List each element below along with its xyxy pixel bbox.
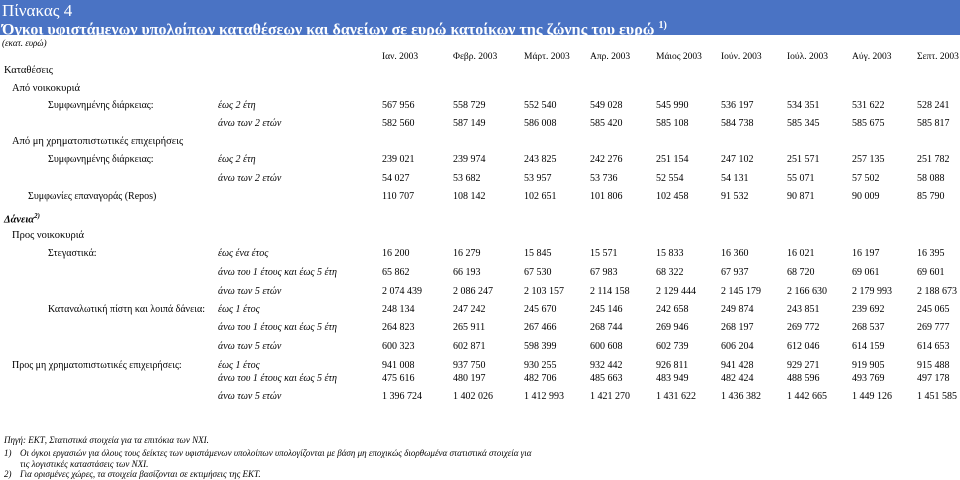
table-cell: 941 008 <box>382 360 415 371</box>
table-cell: 101 806 <box>590 191 623 202</box>
table-cell: 475 616 <box>382 373 415 384</box>
table-cell: 2 103 157 <box>524 286 564 297</box>
deposits-households-heading: Από νοικοκυριά <box>12 83 80 94</box>
table-cell: 585 675 <box>852 118 885 129</box>
table-cell: 15 845 <box>524 248 552 259</box>
row-label-agreed-maturity: Συμφωνημένης διάρκειας: <box>48 154 154 165</box>
table-cell: 1 431 622 <box>656 391 696 402</box>
table-cell: 567 956 <box>382 100 415 111</box>
table-cell: 57 502 <box>852 173 880 184</box>
table-cell: 268 744 <box>590 322 623 333</box>
table-cell: 251 782 <box>917 154 950 165</box>
table-cell: 65 862 <box>382 267 410 278</box>
table-cell: 497 178 <box>917 373 950 384</box>
table-cell: 531 622 <box>852 100 885 111</box>
table-cell: 602 871 <box>453 341 486 352</box>
row-label-repos: Συμφωνίες επαναγοράς (Repos) <box>28 191 157 202</box>
footnote-1-text: Οι όγκοι εργασιών για όλους τους δείκτες των υφιστάμενων υπολοίπων υπολογίζονται με βάση μη εποχικώς διορθωμένα στατιστικά στοιχεία για <box>20 448 532 458</box>
table-cell: 558 729 <box>453 100 486 111</box>
table-title: Όγκοι υφιστάμενων υπολοίπων καταθέσεων και δανείων σε ευρώ κατοίκων της ζώνης του ευρώ $^{1)}$ <box>2 20 667 39</box>
row-label-housing: Στεγαστικά: <box>48 248 97 259</box>
row-label-agreed-maturity: Συμφωνημένης διάρκειας: <box>48 100 154 111</box>
table-cell: 2 074 439 <box>382 286 422 297</box>
table-cell: 264 823 <box>382 322 415 333</box>
table-cell: 586 008 <box>524 118 557 129</box>
maturity-up-to-1: έως 1 έτος <box>218 304 260 315</box>
row-label-consumer: Καταναλωτική πίστη και λοιπά δάνεια: <box>48 304 205 315</box>
month-header: Ιούλ. 2003 <box>787 52 828 62</box>
table-cell: 614 653 <box>917 341 950 352</box>
table-cell: 108 142 <box>453 191 486 202</box>
maturity-1-to-5: άνω του 1 έτους και έως 5 έτη <box>218 322 337 333</box>
table-cell: 251 154 <box>656 154 689 165</box>
table-cell: 2 114 158 <box>590 286 630 297</box>
table-cell: 53 682 <box>453 173 481 184</box>
maturity-up-to-1: έως ένα έτος <box>218 248 269 259</box>
table-cell: 536 197 <box>721 100 754 111</box>
table-cell: 53 736 <box>590 173 618 184</box>
table-cell: 1 436 382 <box>721 391 761 402</box>
table-cell: 251 571 <box>787 154 820 165</box>
loans-heading: Δάνεια$^{2)}$ <box>4 212 40 226</box>
maturity-over-2: άνω των 2 ετών <box>218 118 282 129</box>
table-cell: 2 145 179 <box>721 286 761 297</box>
table-cell: 587 149 <box>453 118 486 129</box>
table-cell: 269 777 <box>917 322 950 333</box>
table-cell: 1 421 270 <box>590 391 630 402</box>
table-cell: 239 974 <box>453 154 486 165</box>
table-cell: 488 596 <box>787 373 820 384</box>
month-header: Ιαν. 2003 <box>382 52 419 62</box>
footnote-1-mark: 1) <box>4 448 12 458</box>
table-cell: 932 442 <box>590 360 623 371</box>
table-cell: 919 905 <box>852 360 885 371</box>
table-cell: 1 451 585 <box>917 391 957 402</box>
table-cell: 247 242 <box>453 304 486 315</box>
table-cell: 585 345 <box>787 118 820 129</box>
table-cell: 1 402 026 <box>453 391 493 402</box>
deposits-heading: Καταθέσεις <box>4 65 53 76</box>
table-cell: 265 911 <box>453 322 486 333</box>
table-cell: 85 790 <box>917 191 945 202</box>
row-label-nfc-loans: Προς μη χρηματοπιστωτικές επιχειρήσεις: <box>12 360 182 371</box>
table-cell: 2 166 630 <box>787 286 827 297</box>
maturity-over-2: άνω των 2 ετών <box>218 173 282 184</box>
source-note: Πηγή: ΕΚΤ, Στατιστικά στοιχεία για τα επιτόκια των ΝΧΙ. <box>4 435 209 445</box>
table-cell: 268 537 <box>852 322 885 333</box>
month-header: Απρ. 2003 <box>590 52 631 62</box>
table-cell: 545 990 <box>656 100 689 111</box>
table-cell: 915 488 <box>917 360 950 371</box>
table-cell: 52 554 <box>656 173 684 184</box>
table-cell: 267 466 <box>524 322 557 333</box>
table-cell: 245 146 <box>590 304 623 315</box>
table-cell: 54 027 <box>382 173 410 184</box>
table-cell: 67 983 <box>590 267 618 278</box>
unit-label: (εκατ. ευρώ) <box>2 38 47 48</box>
table-cell: 2 188 673 <box>917 286 957 297</box>
table-cell: 69 061 <box>852 267 880 278</box>
table-cell: 245 065 <box>917 304 950 315</box>
table-cell: 585 817 <box>917 118 950 129</box>
table-cell: 247 102 <box>721 154 754 165</box>
table-cell: 15 833 <box>656 248 684 259</box>
table-cell: 937 750 <box>453 360 486 371</box>
table-cell: 58 088 <box>917 173 945 184</box>
table-cell: 2 179 993 <box>852 286 892 297</box>
table-cell: 66 193 <box>453 267 481 278</box>
table-cell: 67 937 <box>721 267 749 278</box>
table-cell: 16 197 <box>852 248 880 259</box>
table-cell: 926 811 <box>656 360 689 371</box>
table-cell: 585 108 <box>656 118 689 129</box>
maturity-1-to-5: άνω του 1 έτους και έως 5 έτη <box>218 373 337 384</box>
table-cell: 1 396 724 <box>382 391 422 402</box>
table-cell: 584 738 <box>721 118 754 129</box>
table-cell: 102 458 <box>656 191 689 202</box>
footnote-1-text-cont: τις λογιστικές καταστάσεις των ΝΧΙ. <box>20 459 149 469</box>
table-cell: 16 279 <box>453 248 481 259</box>
table-cell: 243 825 <box>524 154 557 165</box>
table-cell: 483 949 <box>656 373 689 384</box>
table-cell: 239 692 <box>852 304 885 315</box>
table-cell: 242 658 <box>656 304 689 315</box>
table-cell: 90 009 <box>852 191 880 202</box>
table-cell: 582 560 <box>382 118 415 129</box>
maturity-over-5: άνω των 5 ετών <box>218 391 282 402</box>
deposits-nfc-heading: Από μη χρηματοπιστωτικές επιχειρήσεις <box>12 136 184 147</box>
table-cell: 600 323 <box>382 341 415 352</box>
table-cell: 482 424 <box>721 373 754 384</box>
maturity-up-to-2: έως 2 έτη <box>218 154 256 165</box>
table-cell: 243 851 <box>787 304 820 315</box>
footnote-2-mark: 2) <box>4 469 12 479</box>
table-cell: 249 874 <box>721 304 754 315</box>
title-banner <box>0 0 960 39</box>
table-cell: 102 651 <box>524 191 557 202</box>
table-cell: 269 772 <box>787 322 820 333</box>
month-header: Φεβρ. 2003 <box>453 52 498 62</box>
table-cell: 245 670 <box>524 304 557 315</box>
table-cell: 242 276 <box>590 154 623 165</box>
table-cell: 1 442 665 <box>787 391 827 402</box>
table-cell: 600 608 <box>590 341 623 352</box>
table-cell: 55 071 <box>787 173 815 184</box>
table-cell: 2 129 444 <box>656 286 696 297</box>
table-cell: 268 197 <box>721 322 754 333</box>
month-header: Ιούν. 2003 <box>721 52 762 62</box>
table-cell: 598 399 <box>524 341 557 352</box>
table-cell: 67 530 <box>524 267 552 278</box>
month-header: Μάρτ. 2003 <box>524 52 570 62</box>
table-number: Πίνακας 4 <box>2 1 73 20</box>
table-cell: 239 021 <box>382 154 415 165</box>
table-cell: 68 720 <box>787 267 815 278</box>
table-cell: 257 135 <box>852 154 885 165</box>
table-cell: 534 351 <box>787 100 820 111</box>
table-cell: 1 449 126 <box>852 391 892 402</box>
maturity-up-to-1: έως 1 έτος <box>218 360 260 371</box>
table-cell: 602 739 <box>656 341 689 352</box>
table-cell: 485 663 <box>590 373 623 384</box>
table-cell: 91 532 <box>721 191 749 202</box>
loans-households-heading: Προς νοικοκυριά <box>12 230 85 241</box>
table-cell: 90 871 <box>787 191 815 202</box>
table-cell: 549 028 <box>590 100 623 111</box>
month-header: Μάιος 2003 <box>656 52 702 62</box>
table-cell: 69 601 <box>917 267 945 278</box>
table-cell: 16 200 <box>382 248 410 259</box>
month-header: Αύγ. 2003 <box>852 52 892 62</box>
table-cell: 269 946 <box>656 322 689 333</box>
maturity-1-to-5: άνω του 1 έτους και έως 5 έτη <box>218 267 337 278</box>
table-cell: 552 540 <box>524 100 557 111</box>
table-cell: 248 134 <box>382 304 415 315</box>
footnote-2-text: Για ορισμένες χώρες, τα στοιχεία βασίζονται σε εκτιμήσεις της ΕΚΤ. <box>20 469 261 479</box>
table-cell: 612 046 <box>787 341 820 352</box>
table-cell: 929 271 <box>787 360 820 371</box>
table-cell: 528 241 <box>917 100 950 111</box>
maturity-over-5: άνω των 5 ετών <box>218 341 282 352</box>
table-cell: 1 412 993 <box>524 391 564 402</box>
table-cell: 54 131 <box>721 173 749 184</box>
table-cell: 68 322 <box>656 267 684 278</box>
table-cell: 2 086 247 <box>453 286 493 297</box>
table-cell: 16 395 <box>917 248 945 259</box>
maturity-up-to-2: έως 2 έτη <box>218 100 256 111</box>
table-cell: 585 420 <box>590 118 623 129</box>
table-cell: 110 707 <box>382 191 415 202</box>
table-cell: 930 255 <box>524 360 557 371</box>
table-cell: 482 706 <box>524 373 557 384</box>
table-cell: 16 021 <box>787 248 815 259</box>
table-cell: 16 360 <box>721 248 749 259</box>
table-cell: 53 957 <box>524 173 552 184</box>
table-cell: 606 204 <box>721 341 754 352</box>
table-cell: 614 159 <box>852 341 885 352</box>
table-cell: 480 197 <box>453 373 486 384</box>
month-header: Σεπτ. 2003 <box>917 52 959 62</box>
maturity-over-5: άνω των 5 ετών <box>218 286 282 297</box>
table-cell: 15 571 <box>590 248 618 259</box>
table-cell: 493 769 <box>852 373 885 384</box>
table-cell: 941 428 <box>721 360 754 371</box>
